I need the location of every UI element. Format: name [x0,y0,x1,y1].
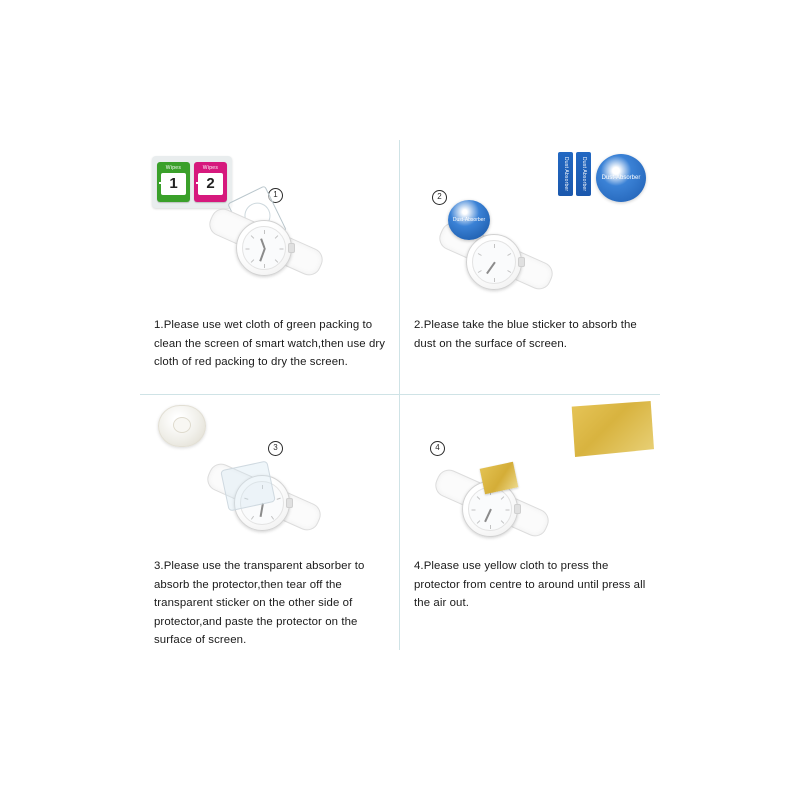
watch-hand [486,262,495,274]
wipe-2-number: 2 [198,173,223,195]
smart-watch-illustration-2 [430,206,560,326]
dial-tick [478,270,482,273]
dial-tick [280,249,284,250]
dial-tick [507,270,511,273]
dial-tick [251,259,255,263]
yellow-cloth-icon [570,401,654,457]
smart-watch-illustration-4 [426,453,556,573]
dial-tick [472,510,476,511]
transparent-absorber-icon [158,405,206,447]
wipe-1-label: Wipes [165,165,182,171]
dial-tick [490,525,491,529]
smart-watch-illustration-1 [200,192,330,312]
step-cell-4 [400,395,660,650]
step-2-caption: 2.Please take the blue sticker to absorb the dust on the surface of screen. [414,319,637,350]
watch-crown [514,504,521,514]
step-cell-2 [400,140,660,395]
watch-dial [468,487,512,531]
watch-crown [288,243,295,253]
dial-tick [477,496,481,500]
dial-tick [271,516,274,520]
dial-tick [251,516,254,520]
step-badge-1: 1 [268,188,283,203]
wipe-2-label: Wipes [202,165,219,171]
step-badge-4: 4 [430,441,445,456]
step-badge-3: 3 [268,441,283,456]
dial-tick [275,235,279,239]
dial-tick [246,249,250,250]
watch-crown [286,498,293,508]
watch-dial [242,226,286,270]
watch-hand [484,509,491,522]
watch-hand [259,248,265,262]
watch-hand [261,238,266,248]
watch-case [236,220,292,276]
dial-tick [494,244,495,248]
dial-tick [507,253,511,256]
dial-tick [277,498,281,500]
wipe-1-green [157,162,190,202]
dial-tick [251,235,255,239]
step-badge-2: 2 [432,190,447,205]
dial-tick [264,230,265,234]
step-4-caption: 4.Please use yellow cloth to press the protector from centre to around until press all the air out. [414,560,646,610]
step-cell-3 [140,395,400,650]
watch-dial [472,240,516,284]
steps-grid [140,140,660,650]
step-1-caption: 1.Please use wet cloth of green packing to clean the screen of smart watch,then use dry cloth of red packing to dry the screen. [154,319,386,369]
dial-tick [264,264,265,268]
smart-watch-illustration-3 [198,447,328,567]
dust-absorber-disc: Dust-Absorber [596,154,646,202]
step-cell-1 [140,140,400,395]
instruction-sheet [140,140,660,650]
dial-tick [478,253,482,256]
dial-tick [501,520,505,524]
dust-absorber-strip-2: Dust Absorber [576,152,591,196]
dial-tick [506,510,510,511]
yellow-cloth-on-watch-icon [480,462,519,495]
step-3-caption: 3.Please use the transparent absorber to absorb the protector,then tear off the transparent sticker on the other side of protector,and paste the protector on the surface of screen. [154,560,365,647]
watch-case [466,234,522,290]
wipe-1-number: 1 [161,173,186,195]
dial-tick [477,520,481,524]
dust-absorber-pack [558,152,650,204]
dial-tick [494,278,495,282]
watch-crown [518,257,525,267]
dial-tick [275,259,279,263]
dust-absorber-disc-on-watch: Dust-Absorber [448,200,490,240]
watch-hand [260,503,264,517]
dial-tick [501,496,505,500]
dust-absorber-strip-1: Dust Absorber [558,152,573,196]
